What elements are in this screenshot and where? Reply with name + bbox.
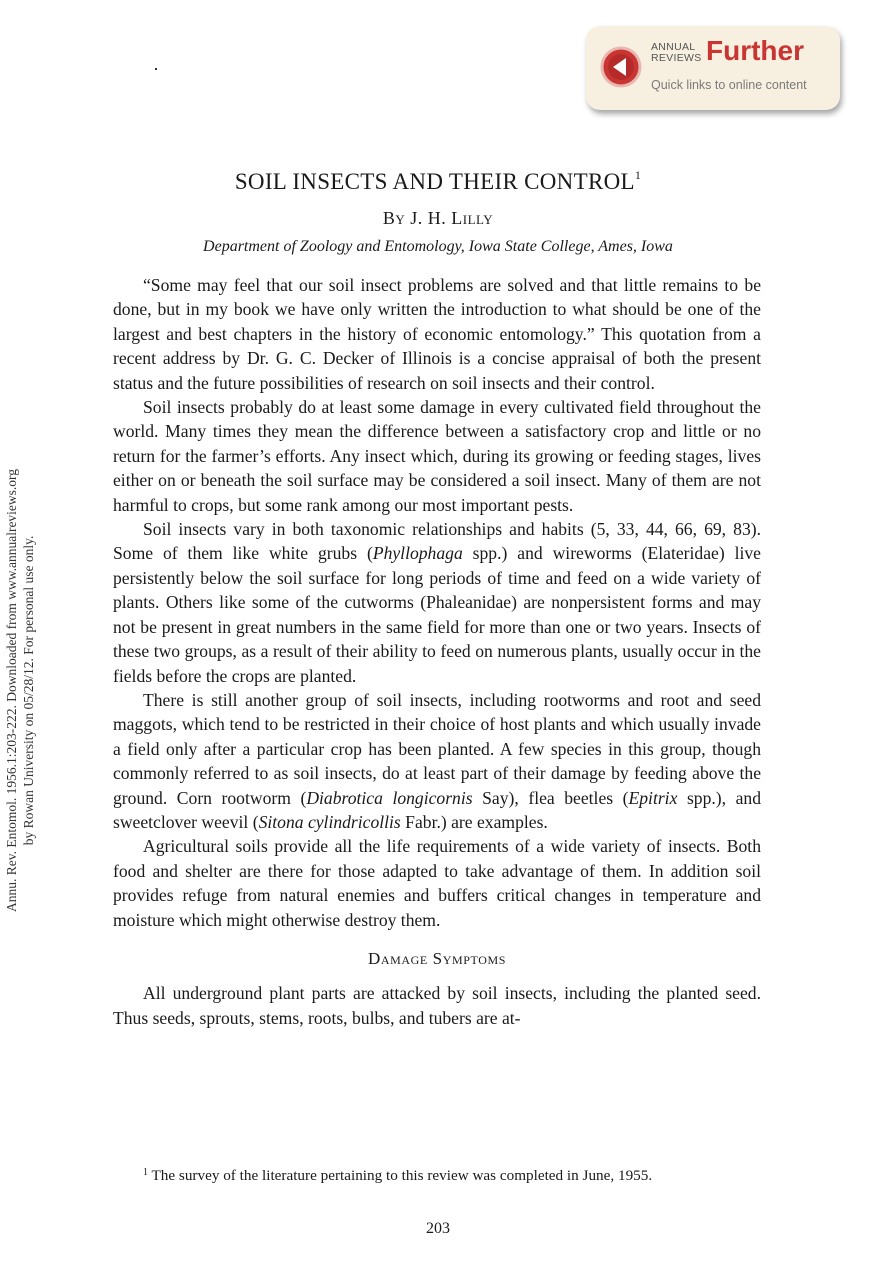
paragraph-5: Agricultural soils provide all the life requirements of a wide variety of insects. Both food and shelter are there for those adapted to take advantage of them. In addition soil provides refuge from natural enemies and buffers critical changes in temperature and moisture which might otherwise destroy them. [113, 836, 761, 930]
text-run: Fabr.) are examples. [400, 811, 548, 832]
footnote [113, 1162, 761, 1186]
title-footnote-mark: 1 [634, 168, 642, 182]
further-links-badge[interactable] [586, 26, 840, 110]
further-subtitle: Quick links to online content [651, 78, 807, 92]
watermark-line-1: Annu. Rev. Entomol. 1956.1:203-222. Downloaded from www.annualreviews.org [4, 468, 19, 912]
article-body [113, 273, 761, 1030]
text-run: Soil insects vary in both taxonomic relationships and habits (5, 33, 44, 66, 69, 83). Some of them like white grubs ( [113, 519, 761, 564]
paragraph-1: “Some may feel that our soil insect problems are solved and that little remains to be done, but in my book we have only written the introduction to what should be one of the largest and best chapters in the history of economic entomology.” This quotation from a recent address by Dr. G. C. Decker of Illinois is a concise appraisal of both the present status and the future possibilities of research on soil insects and their control. [113, 275, 761, 393]
article-title [0, 168, 876, 195]
download-watermark [3, 469, 37, 912]
species-name: Diabrotica longicornis [306, 787, 473, 808]
paragraph-2: Soil insects probably do at least some damage in every cultivated field throughout the world. Many times they mean the difference between a satisfactory crop and little or no return for the farmer’s efforts. Any insect which, during its growing or feeding stages, lives either on or beneath the soil surface may be considered a soil insect. Many of them are not harmful to crops, but some rank among our most important pests. [113, 397, 761, 515]
author-byline: By J. H. Lilly [382, 208, 494, 228]
annual-reviews-label [651, 42, 702, 64]
paragraph-3 [113, 517, 761, 688]
text-run: Say), flea beetles ( [472, 787, 629, 808]
text-run: spp.), and sweetclover weevil ( [113, 787, 761, 832]
annual-word: ANNUAL [651, 41, 696, 53]
back-arrow-circle-icon[interactable] [600, 46, 642, 88]
further-word[interactable]: Further [706, 35, 804, 66]
title-text: SOIL INSECTS AND THEIR CONTROL [234, 169, 635, 194]
watermark-line-2: by Rowan University on 05/28/12. For personal use only. [21, 535, 36, 846]
species-name: Epitrix [628, 787, 678, 808]
paragraph-6: All underground plant parts are attacked by soil insects, including the planted seed. Thus seeds, sprouts, stems, roots, bulbs, and tubers are at- [113, 983, 761, 1028]
author-affiliation: Department of Zoology and Entomology, Iowa State College, Ames, Iowa [203, 238, 673, 255]
text-run: There is still another group of soil insects, including rootworms and root and seed maggots, which tend to be restricted in their choice of host plants and which usually invade a field only after a particular crop has been planted. A few species in this group, though commonly referred to as soil insects, do at least part of their damage by feeding above the ground. Corn rootworm ( [113, 689, 761, 808]
footnote-mark: 1 [143, 1167, 148, 1178]
reviews-word: REVIEWS [651, 52, 702, 64]
scan-speck [155, 68, 157, 70]
text-run: spp.) and wireworms (Elateridae) live persistently below the soil surface for long periods of time and feed on a wide variety of plants. Others like some of the cutworms (Phaleanidae) are nonpersistent forms and may not be present in great numbers in the same field for more than one or two years. Insects of these two groups, as a result of their ability to feed on numerous plants, usually occur in the fields before the crops are planted. [113, 543, 761, 686]
footnote-text: The survey of the literature pertaining to this review was completed in June, 1955. [148, 1167, 653, 1184]
section-heading: Damage Symptoms [367, 948, 507, 968]
page-number: 203 [426, 1220, 450, 1237]
species-name: Sitona cylindricollis [258, 811, 401, 832]
paragraph-4 [113, 688, 761, 834]
species-name: Phyllophaga [372, 543, 463, 564]
